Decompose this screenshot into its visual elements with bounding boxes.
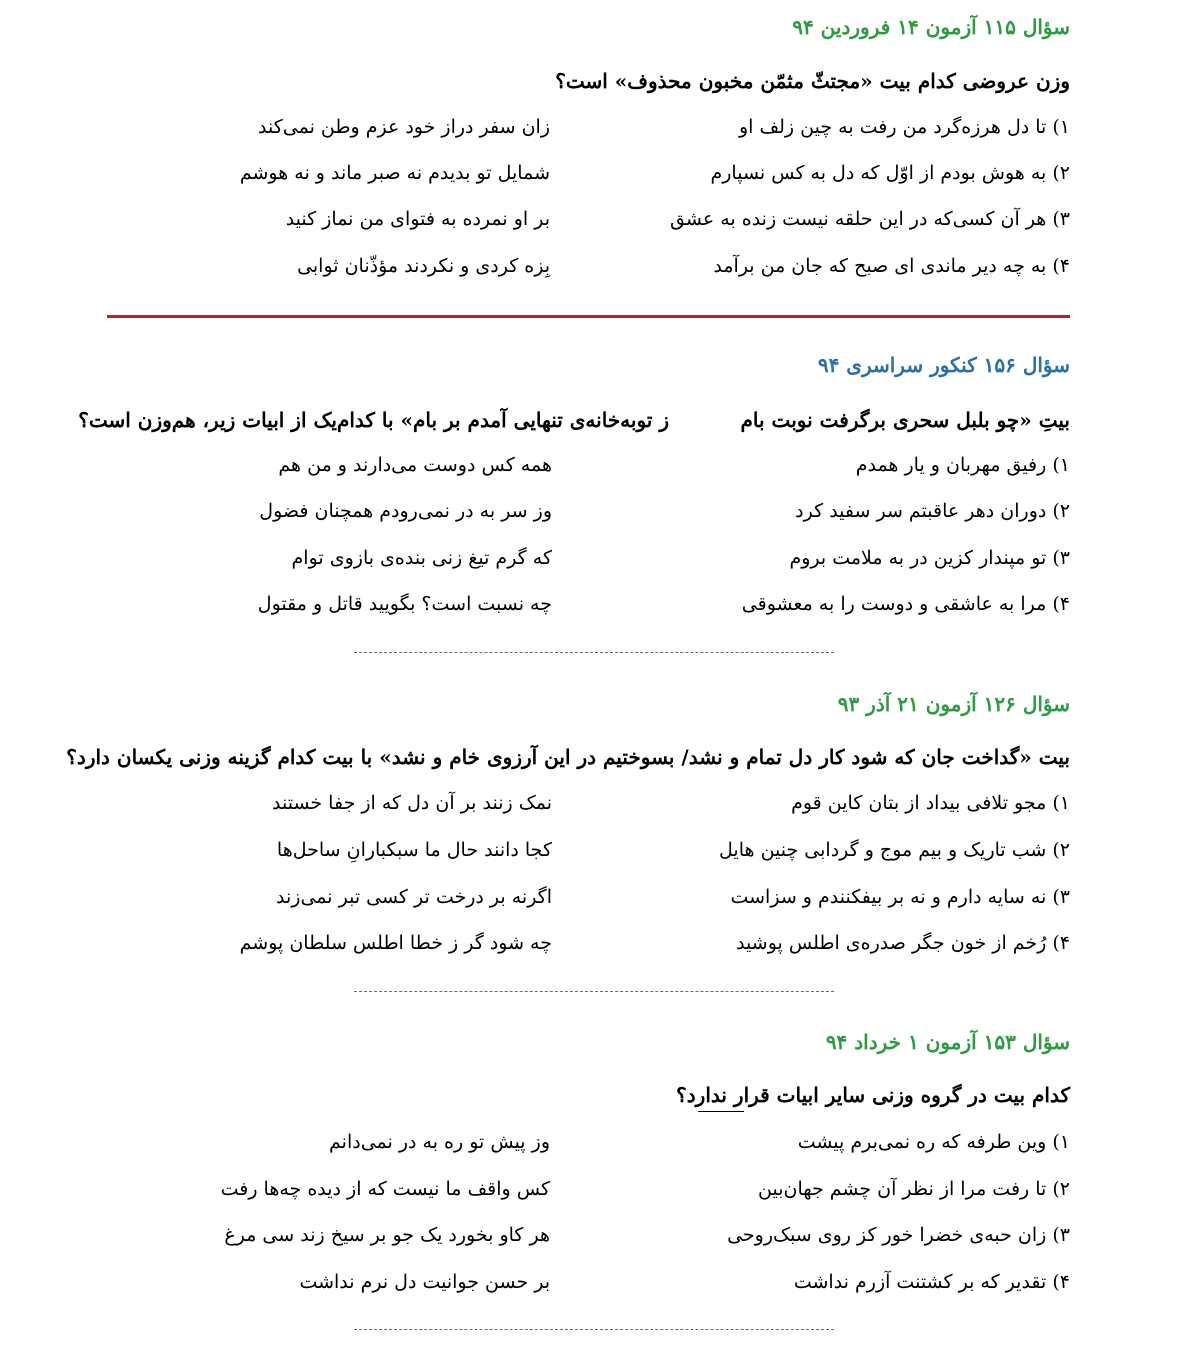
question-1-option-3-a: ۳) هر آن کسی‌که در این حلقه نیست زنده به عشق xyxy=(670,208,1070,230)
question-1-option-4-b: بِزه کردی و نکردند مؤذّنان ثوابی xyxy=(297,255,550,277)
question-3-option-2-a: ۲) شب تاریک و بیم موج و گردابی چنین هایل xyxy=(719,839,1070,861)
question-4-stem: کدام بیت در گروه وزنی سایر ابیات قرار ندارد؟ xyxy=(676,1083,1070,1107)
question-2-option-3-b: که گرم تیغ زنی بنده‌ی بازوی توام xyxy=(291,547,552,569)
question-3-option-1-a: ۱) مجو تلافی بیداد از بتان کاین قوم xyxy=(791,792,1070,814)
question-3-option-4-a: ۴) رُخم از خون جگر صدره‌ی اطلس پوشید xyxy=(736,932,1070,954)
question-2-option-4-a: ۴) مرا به عاشقی و دوست را به معشوقی xyxy=(741,593,1070,615)
question-1-title: سؤال ۱۱۵ آزمون ۱۴ فروردین ۹۴ xyxy=(792,15,1070,39)
section-divider-dashed xyxy=(354,991,834,992)
question-3-option-2-b: کجا دانند حال ما سبکبارانِ ساحل‌ها xyxy=(276,839,552,861)
section-divider-dashed xyxy=(354,1329,834,1330)
question-1-option-3-b: بر او نمرده به فتوای من نماز کنید xyxy=(285,208,550,230)
question-2-option-4-b: چه نسبت است؟ بگویید قاتل و مقتول xyxy=(257,593,552,615)
question-2-stem-first-hemistich: بیتِ «چو بلبل سحری برگرفت نوبت بام xyxy=(740,408,1070,432)
question-4-option-4-a: ۴) تقدیر که بر کشتنت آزرم نداشت xyxy=(793,1271,1070,1293)
question-2-option-1-b: همه کس دوست می‌دارند و من هم xyxy=(278,454,552,476)
question-2-option-2-b: وز سر به در نمی‌رودم همچنان فضول xyxy=(259,500,552,522)
stem-underline xyxy=(698,1111,744,1112)
question-1-option-1-a: ۱) تا دل هرزه‌گرد من رفت به چین زلف او xyxy=(738,116,1070,138)
question-2-stem-second-hemistich: ز توبه‌خانه‌ی تنهایی آمدم بر بام» با کدام‌یک از ابیات زیر، هم‌وزن است؟ xyxy=(78,408,669,432)
question-4-option-2-a: ۲) تا رفت مرا از نظر آن چشم جهان‌بین xyxy=(758,1178,1070,1200)
question-2-title: سؤال ۱۵۶ کنکور سراسری ۹۴ xyxy=(817,353,1070,377)
question-4-option-3-a: ۳) زان حبه‌ی خضرا خور کز روی سبک‌روحی xyxy=(727,1224,1070,1246)
question-1-option-2-a: ۲) به هوش بودم از اوّل که دل به کس نسپارم xyxy=(710,162,1070,184)
section-divider-dashed xyxy=(354,652,834,653)
question-2-option-2-a: ۲) دوران دهر عاقبتم سر سفید کرد xyxy=(795,500,1070,522)
question-2-option-3-a: ۳) تو مپندار کزین در به ملامت بروم xyxy=(789,547,1070,569)
question-2-option-1-a: ۱) رفیق مهربان و یار همدم xyxy=(855,454,1070,476)
question-3-option-3-b: اگرنه بر درخت تر کسی تبر نمی‌زند xyxy=(276,886,552,908)
question-4-option-2-b: کس واقف ما نیست که از دیده چه‌ها رفت xyxy=(220,1178,550,1200)
question-3-option-4-b: چه شود گر ز خطا اطلس سلطان پوشم xyxy=(239,932,552,954)
question-4-option-1-b: وز پیش تو ره به در نمی‌دانم xyxy=(329,1131,550,1153)
question-3-title: سؤال ۱۲۶ آزمون ۲۱ آذر ۹۳ xyxy=(837,692,1070,716)
question-1-option-4-a: ۴) به چه دیر ماندی ای صبح که جان من برآمد xyxy=(713,255,1070,277)
question-4-option-4-b: بر حسن جوانیت دل نرم نداشت xyxy=(299,1271,550,1293)
question-3-stem: بیت «گداخت جان که شود کار دل تمام و نشد/ بسوختیم در این آرزوی خام و نشد» با بیت کدام گزینه وزنی یکسان دارد؟ xyxy=(66,745,1070,769)
question-4-option-3-b: هر کاو بخورد یک جو بر سیخ زند سی مرغ xyxy=(224,1224,550,1246)
question-1-option-1-b: زان سفر دراز خود عزم وطن نمی‌کند xyxy=(258,116,550,138)
section-divider-red xyxy=(107,315,1070,318)
question-3-option-1-b: نمک زنند بر آن دل که از جفا خستند xyxy=(272,792,552,814)
question-3-option-3-a: ۳) نه سایه دارم و نه بر بیفکنندم و سزاست xyxy=(730,886,1070,908)
question-4-option-1-a: ۱) وین طرفه که ره نمی‌برم پیشت xyxy=(797,1131,1070,1153)
question-1-stem: وزن عروضی کدام بیت «مجتثّ مثمّن مخبون محذوف» است؟ xyxy=(555,69,1070,93)
question-1-option-2-b: شمایل تو بدیدم نه صبر ماند و نه هوشم xyxy=(239,162,550,184)
question-4-title: سؤال ۱۵۳ آزمون ۱ خرداد ۹۴ xyxy=(825,1030,1070,1054)
